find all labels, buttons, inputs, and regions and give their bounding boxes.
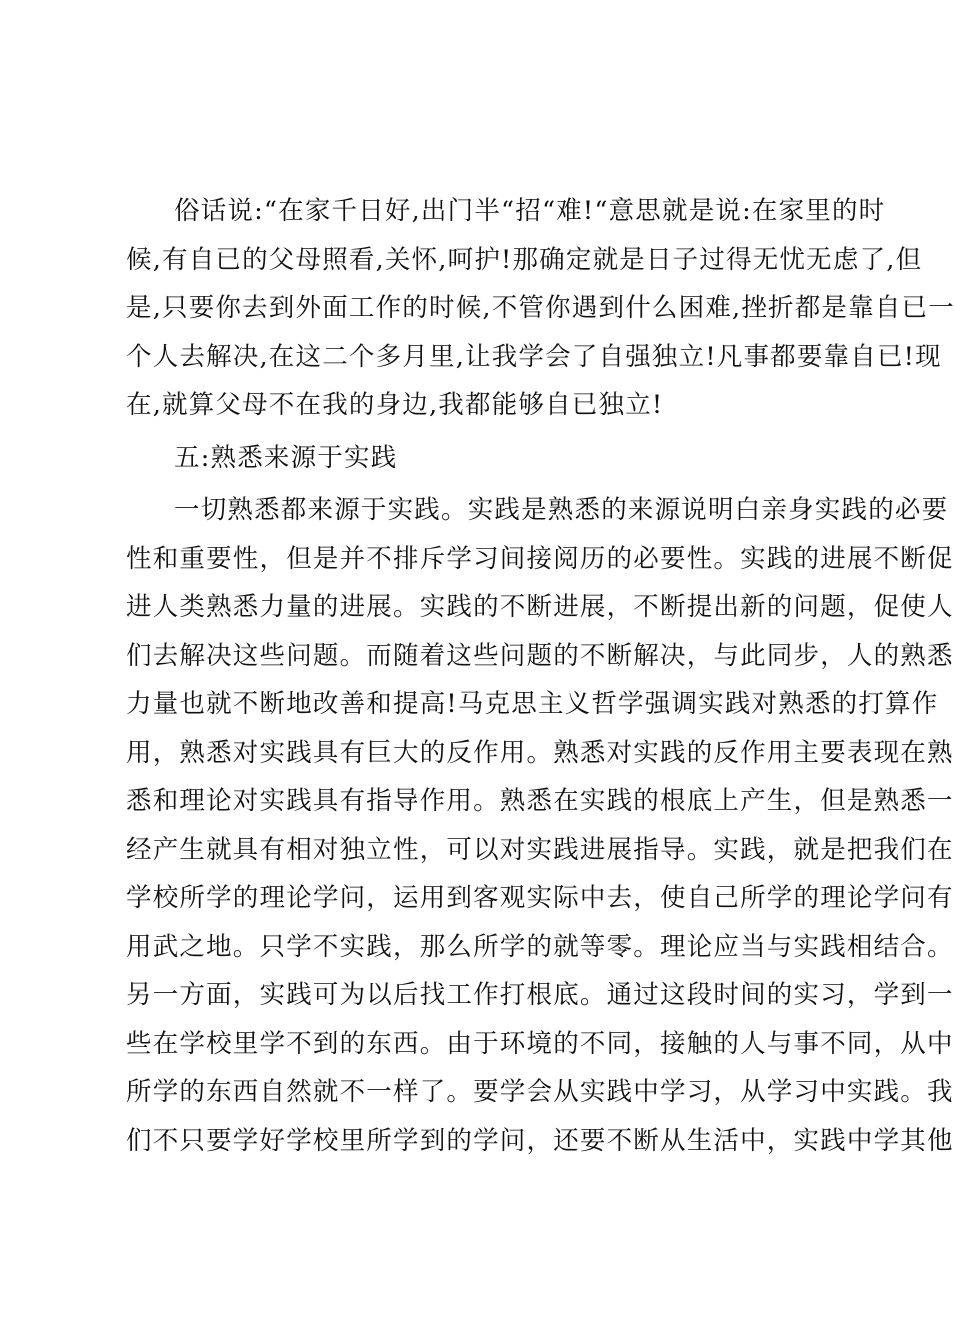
paragraph-line: 另一方面，实践可为以后找工作打根底。通过这段时间的实习，学到一 [126, 980, 954, 1010]
paragraph-line: 俗话说:“在家千日好,出门半“招“难!“意思就是说:在家里的时 [174, 196, 886, 226]
paragraph-line: 个人去解决,在这二个多月里,让我学会了自强独立!凡事都要靠自已!现 [126, 341, 942, 372]
paragraph-line: 性和重要性，但是并不排斥学习间接阅历的必要性。实践的进展不断促 [126, 543, 954, 574]
paragraph-line: 候,有自已的父母照看,关怀,呵护!那确定就是日子过得无忧无虑了,但 [126, 244, 923, 275]
paragraph-line: 所学的东西自然就不一样了。要学会从实践中学习，从学习中实践。我 [126, 1077, 954, 1107]
paragraph-line: 些在学校里学不到的东西。由于环境的不同，接触的人与事不同，从中 [126, 1028, 954, 1059]
paragraph-line: 力量也就不断地改善和提高!马克思主义哲学强调实践对熟悉的打算作 [126, 689, 939, 719]
paragraph-line: 们去解决这些问题。而随着这些问题的不断解决，与此同步，人的熟悉 [126, 640, 954, 671]
paragraph-line: 学校所学的理论学问，运用到客观实际中去，使自己所学的理论学问有 [126, 883, 954, 913]
paragraph-line: 用，熟悉对实践具有巨大的反作用。熟悉对实践的反作用主要表现在熟 [126, 737, 954, 768]
paragraph-practice [126, 486, 954, 1165]
paragraph-self-reliance [126, 187, 955, 430]
paragraph-line: 们不只要学好学校里所学到的学问，还要不断从生活中，实践中学其他 [126, 1125, 954, 1156]
paragraph-line: 进人类熟悉力量的进展。实践的不断进展，不断提出新的问题，促使人 [126, 592, 954, 622]
paragraph-line: 经产生就具有相对独立性，可以对实践进展指导。实践，就是把我们在 [126, 834, 954, 865]
section-heading: 五:熟悉来源于实践 [174, 442, 398, 473]
paragraph-line: 悉和理论对实践具有指导作用。熟悉在实践的根底上产生，但是熟悉一 [126, 786, 954, 816]
paragraph-line: 用武之地。只学不实践，那么所学的就等零。理论应当与实践相结合。 [126, 931, 954, 962]
paragraph-line: 是,只要你去到外面工作的时候,不管你遇到什么困难,挫折都是靠自已一 [126, 293, 955, 323]
paragraph-line: 在,就算父母不在我的身边,我都能够自已独立! [126, 390, 664, 420]
paragraph-line: 一切熟悉都来源于实践。实践是熟悉的来源说明白亲身实践的必要 [174, 495, 949, 525]
document-body [126, 187, 955, 1165]
